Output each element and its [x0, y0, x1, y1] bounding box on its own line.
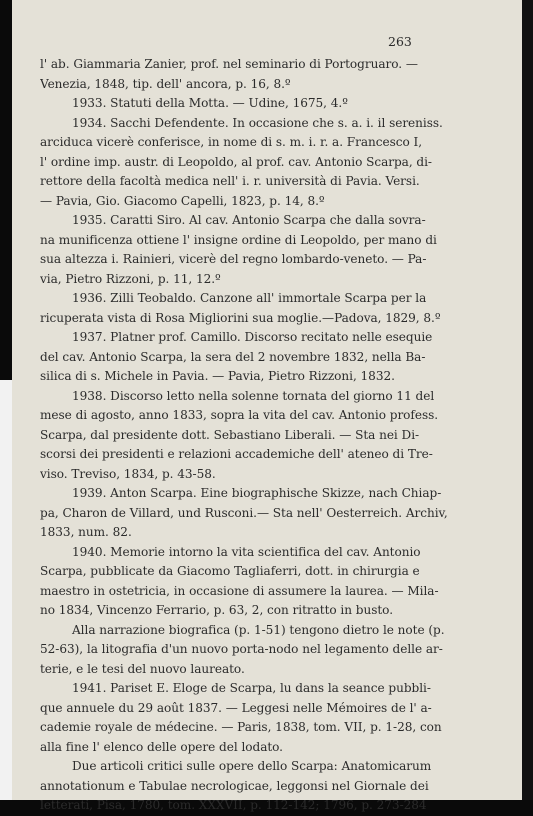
text-line: silica di s. Michele in Pavia. — Pavia, Pietro Rizzoni, 1832. — [40, 369, 395, 383]
text-line: no 1834, Vincenzo Ferrario, p. 63, 2, con ritratto in busto. — [40, 603, 393, 617]
text-line: Due articoli critici sulle opere dello Scarpa: Anatomicarum — [72, 759, 432, 773]
text-line: cademie royale de médecine. — Paris, 1838, tom. VII, p. 1-28, con — [40, 720, 442, 734]
text-line: — Pavia, Gio. Giacomo Capelli, 1823, p. 14, 8.º — [40, 193, 325, 208]
page-text — [40, 55, 522, 816]
book-page — [12, 0, 522, 812]
text-line: Scarpa, pubblicate da Giacomo Tagliaferri, dott. in chirurgia e — [40, 564, 420, 578]
text-line: 1933. Statuti della Motta. — Udine, 1675, 4.º — [72, 96, 348, 110]
text-line: mese di agosto, anno 1833, sopra la vita del cav. Antonio profess. — [40, 408, 439, 422]
text-line: 1941. Pariset E. Eloge de Scarpa, lu dans la seance pubbli- — [72, 681, 431, 695]
text-line: na munificenza ottiene l' insigne ordine di Leopoldo, per mano di — [40, 232, 437, 247]
text-line: maestro in ostetricia, in occasione di assumere la laurea. — Mila- — [40, 583, 439, 598]
text-line: annotationum e Tabulae necrologicae, leggonsi nel Giornale dei — [40, 778, 429, 793]
text-line: ricuperata vista di Rosa Migliorini sua moglie.—Padova, 1829, 8.º — [40, 310, 441, 325]
text-line: terie, e le tesi del nuovo laureato. — [40, 661, 245, 676]
text-line: letterati, Pisa, 1780, tom. XXXVII, p. 112-142; 1796, p. 273-284 — [40, 798, 427, 812]
text-line: sua altezza i. Rainieri, vicerè del regno lombardo-veneto. — Pa- — [40, 252, 427, 266]
text-line: 1935. Caratti Siro. Al cav. Antonio Scarpa che dalla sovra- — [72, 213, 426, 227]
text-line: pa, Charon de Villard, und Rusconi.— Sta nell' Oesterreich. Archiv, — [40, 505, 448, 520]
text-line: l' ab. Giammaria Zanier, prof. nel seminario di Portogruaro. — — [40, 57, 418, 71]
text-line: 1937. Platner prof. Camillo. Discorso recitato nelle esequie — [72, 330, 433, 344]
text-line: del cav. Antonio Scarpa, la sera del 2 novembre 1832, nella Ba- — [40, 349, 426, 364]
text-line: 1936. Zilli Teobaldo. Canzone all' immortale Scarpa per la — [72, 291, 427, 305]
text-line: via, Pietro Rizzoni, p. 11, 12.º — [40, 271, 221, 286]
text-line: scorsi dei presidenti e relazioni accademiche dell' ateneo di Tre- — [40, 447, 433, 461]
text-line: Alla narrazione biografica (p. 1-51) tengono dietro le note (p. — [72, 622, 445, 637]
text-line: que annuele du 29 août 1837. — Leggesi nelle Mémoires de l' a- — [40, 700, 432, 715]
text-line: Venezia, 1848, tip. dell' ancora, p. 16, 8.º — [40, 76, 291, 91]
text-line: 52-63), la litografia d'un nuovo porta-nodo nel legamento delle ar- — [40, 642, 443, 656]
text-line: 1833, num. 82. — [40, 525, 132, 539]
text-line: alla fine l' elenco delle opere del lodato. — [40, 739, 283, 754]
text-line: rettore della facoltà medica nell' i. r. università di Pavia. Versi. — [40, 174, 420, 188]
text-line: arciduca vicerè conferisce, in nome di s. m. i. r. a. Francesco I, — [40, 135, 423, 149]
page-number: 263 — [388, 34, 412, 49]
text-line: viso. Treviso, 1834, p. 43-58. — [40, 466, 216, 481]
scan-edge-right — [522, 0, 533, 800]
scan-edge-left — [0, 380, 12, 800]
text-line: 1940. Memorie intorno la vita scientifica del cav. Antonio — [72, 544, 421, 559]
text-line: 1939. Anton Scarpa. Eine biographische Skizze, nach Chiap- — [72, 486, 442, 500]
text-line: 1938. Discorso letto nella solenne tornata del giorno 11 del — [72, 388, 435, 403]
text-line: l' ordine imp. austr. di Leopoldo, al prof. cav. Antonio Scarpa, di- — [40, 154, 432, 169]
text-line: Scarpa, dal presidente dott. Sebastiano Liberali. — Sta nei Di- — [40, 427, 420, 442]
text-line: 1934. Sacchi Defendente. In occasione che s. a. i. il sereniss. — [72, 115, 443, 130]
